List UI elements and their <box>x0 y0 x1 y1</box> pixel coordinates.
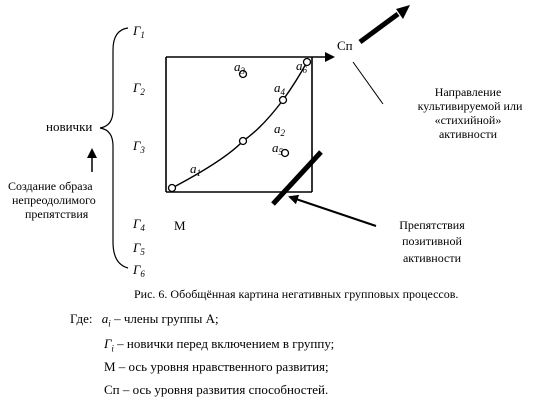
legend-text-sp: Сп – ось уровня развития способностей. <box>104 382 329 397</box>
svg-text:Создание образа: Создание образа <box>8 179 93 193</box>
legend-text-m: М – ось уровня нравственного развития; <box>104 359 329 374</box>
group-labels <box>132 23 145 279</box>
legend-line-3 <box>104 359 329 375</box>
point-a1 <box>169 185 176 192</box>
direction-pointer <box>353 62 383 104</box>
legend-prefix: Где: <box>70 311 93 326</box>
label-a4: $a_4$ <box>274 80 285 97</box>
obstacle-arrow <box>290 197 376 226</box>
axis-m-label: М <box>174 218 186 233</box>
group-label-6: $Г_6$ <box>133 262 145 279</box>
group-label-1: $Г_1$ <box>133 23 145 40</box>
label-a2: $a_2$ <box>274 121 285 138</box>
curly-brace <box>100 28 128 268</box>
svg-text:«стихийной»: «стихийной» <box>434 113 502 127</box>
legend-text-a: – члены группы А; <box>110 311 219 326</box>
legend-line-1 <box>70 311 219 329</box>
legend-symbol-g: Г <box>104 336 112 351</box>
label-a1: $a_1$ <box>190 161 201 178</box>
svg-text:позитивной: позитивной <box>402 234 462 248</box>
legend-text-g: – новички перед включением в группу; <box>113 336 335 351</box>
label-a3: $a_3$ <box>234 59 245 76</box>
label-a6: $a_6$ <box>296 58 307 75</box>
point-a4 <box>280 97 287 104</box>
group-label-2: $Г_2$ <box>133 80 145 97</box>
direction-label <box>418 85 523 141</box>
legend-sub-g: i <box>111 343 114 354</box>
bold-direction-arrow <box>360 14 398 42</box>
svg-text:Направление: Направление <box>434 85 502 99</box>
create-obstacle-label <box>8 179 96 221</box>
svg-text:непреодолимого: непреодолимого <box>12 193 96 207</box>
group-label-3: $Г_3$ <box>133 138 145 155</box>
legend-line-4 <box>104 382 328 398</box>
svg-text:культивируемой или: культивируемой или <box>417 99 523 113</box>
legend-line-2 <box>104 336 334 354</box>
point-a2-curve <box>240 138 247 145</box>
legend-symbol-a: a <box>101 311 109 326</box>
group-label-4: $Г_4$ <box>133 216 145 233</box>
obstacle-bar <box>273 152 321 204</box>
label-a5: $a_5$ <box>272 140 283 157</box>
svg-text:активности: активности <box>438 127 498 141</box>
group-label-5: $Г_5$ <box>133 240 145 257</box>
obstacles-label <box>399 218 465 265</box>
novices-label: новички <box>46 119 93 134</box>
svg-text:Препятствия: Препятствия <box>399 218 465 232</box>
svg-text:активности: активности <box>402 251 462 265</box>
svg-text:препятствия: препятствия <box>25 207 89 221</box>
axis-sp-label: Сп <box>337 38 353 53</box>
legend-sub-a: i <box>108 318 111 329</box>
figure-caption: Рис. 6. Обобщённая картина негативных групповых процессов. <box>134 287 459 301</box>
